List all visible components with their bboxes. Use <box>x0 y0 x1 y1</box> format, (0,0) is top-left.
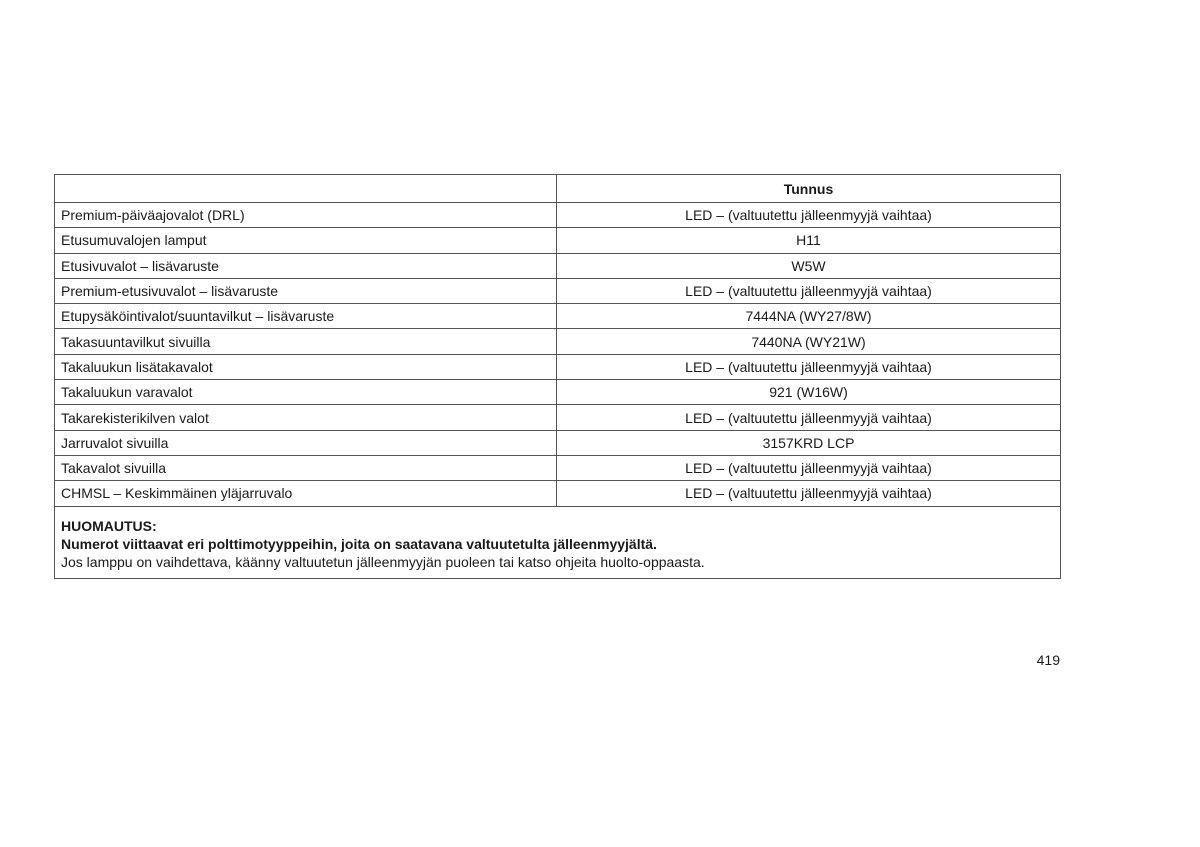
bulb-name: Premium-päiväajovalot (DRL) <box>55 203 557 228</box>
bulb-name: Takavalot sivuilla <box>55 455 557 480</box>
note-title: HUOMAUTUS: <box>61 517 157 534</box>
bulb-name: Etupysäköintivalot/suuntavilkut – lisävaruste <box>55 304 557 329</box>
table-row <box>55 253 1061 278</box>
bulb-code: H11 <box>557 228 1061 253</box>
table-row <box>55 354 1061 379</box>
bulb-code: 7444NA (WY27/8W) <box>557 304 1061 329</box>
bulb-code: W5W <box>557 253 1061 278</box>
bulb-name: Jarruvalot sivuilla <box>55 430 557 455</box>
table-row <box>55 430 1061 455</box>
bulb-name: CHMSL – Keskimmäinen yläjarruvalo <box>55 481 557 506</box>
table-row <box>55 278 1061 303</box>
header-cell-code: Tunnus <box>557 175 1061 203</box>
page-number: 419 <box>1036 652 1060 668</box>
bulb-name: Takarekisterikilven valot <box>55 405 557 430</box>
table-row <box>55 304 1061 329</box>
bulb-name: Etusivuvalot – lisävaruste <box>55 253 557 278</box>
bulb-name: Etusumuvalojen lamput <box>55 228 557 253</box>
bulb-code: LED – (valtuutettu jälleenmyyjä vaihtaa) <box>557 354 1061 379</box>
bulb-name: Takaluukun varavalot <box>55 380 557 405</box>
bulb-code: 3157KRD LCP <box>557 430 1061 455</box>
table-row <box>55 455 1061 480</box>
bulb-name: Premium-etusivuvalot – lisävaruste <box>55 278 557 303</box>
bulb-code: LED – (valtuutettu jälleenmyyjä vaihtaa) <box>557 405 1061 430</box>
table-row <box>55 481 1061 506</box>
bulb-code: LED – (valtuutettu jälleenmyyjä vaihtaa) <box>557 278 1061 303</box>
table-row <box>55 329 1061 354</box>
bulb-code: 921 (W16W) <box>557 380 1061 405</box>
header-cell-bulb <box>55 175 557 203</box>
note-text: Jos lamppu on vaihdettava, käänny valtuutetun jälleenmyyjän puoleen tai katso ohjeita huolto-oppaasta. <box>61 553 705 570</box>
table-row <box>55 228 1061 253</box>
note-cell <box>55 506 1061 578</box>
table-row <box>55 203 1061 228</box>
table-header-row <box>55 175 1061 203</box>
bulb-code: LED – (valtuutettu jälleenmyyjä vaihtaa) <box>557 481 1061 506</box>
bulb-code: 7440NA (WY21W) <box>557 329 1061 354</box>
bulb-name: Takasuuntavilkut sivuilla <box>55 329 557 354</box>
bulb-table <box>54 174 1061 579</box>
bulb-name: Takaluukun lisätakavalot <box>55 354 557 379</box>
bulb-code: LED – (valtuutettu jälleenmyyjä vaihtaa) <box>557 455 1061 480</box>
note-row <box>55 506 1061 578</box>
note-bold-text: Numerot viittaavat eri polttimotyyppeihin, joita on saatavana valtuutetulta jälleenmyyjältä. <box>61 535 657 552</box>
table-row <box>55 405 1061 430</box>
table-row <box>55 380 1061 405</box>
bulb-code: LED – (valtuutettu jälleenmyyjä vaihtaa) <box>557 203 1061 228</box>
